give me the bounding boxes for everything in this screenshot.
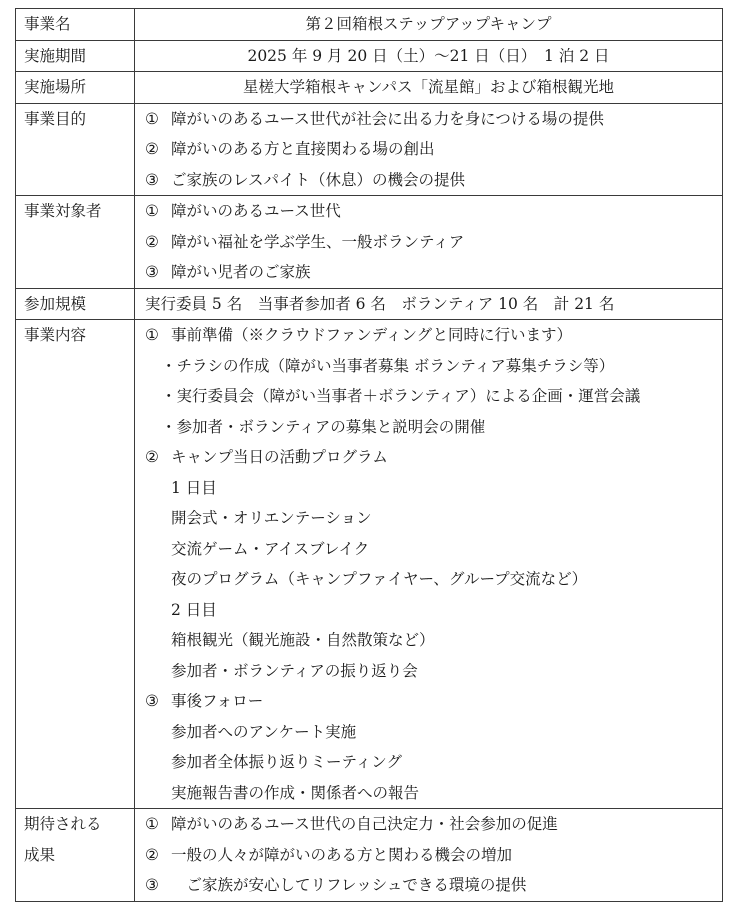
value-content — [135, 320, 723, 809]
content-line: 参加者全体振り返りミーティング — [171, 753, 402, 771]
purpose-item — [145, 104, 722, 135]
row-scale — [16, 288, 723, 320]
value-purpose — [135, 103, 723, 196]
item-number: ② — [145, 448, 159, 466]
section-title: 事前準備（※クラウドファンディングと同時に行います） — [171, 326, 572, 344]
item-number: ② — [145, 845, 159, 864]
content-section-heading — [145, 442, 722, 473]
value-event-name: 第２回箱根ステップアップキャンプ — [135, 9, 723, 41]
item-number: ③ — [145, 170, 159, 189]
item-number: ① — [145, 109, 159, 128]
item-text: 障がいのあるユース世代 — [171, 202, 341, 220]
value-scale: 実行委員 5 名 当事者参加者 6 名 ボランティア 10 名 計 21 名 — [135, 288, 723, 320]
outcome-item — [145, 840, 722, 871]
content-line: 参加者へのアンケート実施 — [171, 722, 357, 741]
value-period: 2025 年 9 月 20 日（土）～21 日（日） 1 泊 2 日 — [135, 40, 723, 72]
label-purpose: 事業目的 — [16, 103, 135, 196]
event-plan-table — [15, 8, 723, 902]
item-number: ① — [145, 326, 159, 344]
label-outcome — [16, 809, 135, 902]
item-number: ① — [145, 815, 159, 833]
row-event-name — [16, 9, 723, 41]
item-text: 障がいのあるユース世代の自己決定力・社会参加の促進 — [171, 815, 558, 833]
content-line: 箱根観光（観光施設・自然散策など） — [171, 631, 435, 649]
target-item — [145, 196, 722, 227]
label-content: 事業内容 — [16, 320, 135, 809]
item-text: 障がい福祉を学ぶ学生、一般ボランティア — [171, 232, 465, 251]
label-target: 事業対象者 — [16, 196, 135, 289]
outcome-item — [145, 870, 722, 901]
row-target — [16, 196, 723, 289]
row-content — [16, 320, 723, 809]
label-event-name: 事業名 — [16, 9, 135, 41]
item-text: 障がいのある方と直接関わる場の創出 — [171, 140, 435, 158]
content-bullet: ・チラシの作成（障がい当事者募集 ボランティア募集チラシ等） — [161, 356, 615, 375]
outcome-label-line: 期待される — [24, 815, 102, 833]
row-purpose — [16, 103, 723, 196]
row-venue — [16, 72, 723, 104]
target-item — [145, 227, 722, 258]
label-venue: 実施場所 — [16, 72, 135, 104]
item-number: ② — [145, 232, 159, 251]
section-title: キャンプ当日の活動プログラム — [171, 448, 388, 466]
item-text: 障がい児者のご家族 — [171, 263, 311, 281]
content-line: 参加者・ボランティアの振り返り会 — [171, 661, 418, 680]
item-number: ③ — [145, 692, 159, 710]
content-line: 夜のプログラム（キャンプファイヤー、グループ交流など） — [171, 570, 588, 588]
label-scale: 参加規模 — [16, 288, 135, 320]
outcome-item — [145, 809, 722, 840]
content-line: 実施報告書の作成・関係者への報告 — [171, 783, 420, 802]
section-title: 事後フォロー — [171, 692, 264, 710]
content-line: 開会式・オリエンテーション — [171, 509, 372, 527]
item-text: ご家族のレスパイト（休息）の機会の提供 — [171, 170, 466, 189]
value-outcome — [135, 809, 723, 902]
item-number: ③ — [145, 263, 159, 281]
item-text: ご家族が安心してリフレッシュできる環境の提供 — [171, 876, 527, 894]
item-number: ③ — [145, 876, 159, 894]
content-line: 2 日目 — [171, 600, 217, 619]
content-section-heading — [145, 686, 722, 717]
label-period: 実施期間 — [16, 40, 135, 72]
row-period — [16, 40, 723, 72]
content-bullet: ・実行委員会（障がい当事者＋ボランティア）による企画・運営会議 — [161, 387, 641, 405]
row-outcome — [16, 809, 723, 902]
content-bullet: ・参加者・ボランティアの募集と説明会の開催 — [161, 417, 486, 436]
value-venue: 星槎大学箱根キャンパス「流星館」および箱根観光地 — [135, 72, 723, 104]
item-text: 障がいのあるユース世代が社会に出る力を身につける場の提供 — [171, 109, 604, 128]
purpose-item — [145, 165, 722, 196]
content-line: 1 日目 — [171, 478, 217, 497]
item-number: ① — [145, 202, 159, 220]
purpose-item — [145, 134, 722, 165]
outcome-label-line: 成果 — [24, 845, 56, 864]
target-item — [145, 257, 722, 288]
item-text: 一般の人々が障がいのある方と関わる機会の増加 — [171, 845, 513, 864]
item-number: ② — [145, 140, 159, 158]
value-target — [135, 196, 723, 289]
content-line: 交流ゲーム・アイスブレイク — [171, 539, 370, 558]
content-section-heading — [145, 320, 722, 351]
